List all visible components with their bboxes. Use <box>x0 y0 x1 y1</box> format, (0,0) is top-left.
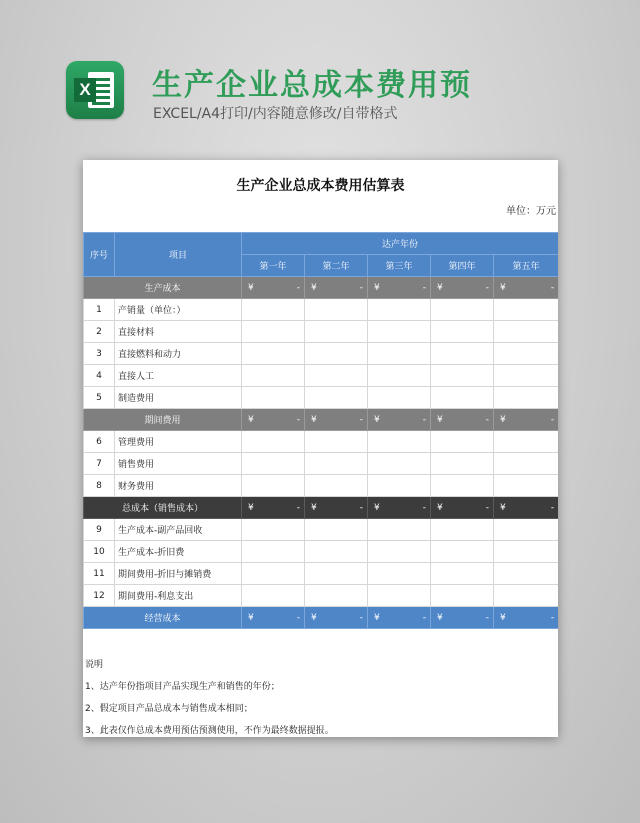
row-number: 10 <box>84 541 115 563</box>
row-label: 管理费用 <box>115 431 242 453</box>
value-cell[interactable] <box>305 431 368 453</box>
currency-symbol: ¥ <box>311 414 317 425</box>
header-year-2: 第二年 <box>305 255 368 277</box>
group-label: 总成本（销售成本） <box>84 497 242 519</box>
value-cell[interactable] <box>431 541 494 563</box>
note-item: 2、假定项目产品总成本与销售成本相同； <box>85 704 253 714</box>
currency-symbol: ¥ <box>500 502 506 513</box>
value-cell[interactable] <box>494 365 559 387</box>
value-cell[interactable] <box>368 365 431 387</box>
group-label: 经营成本 <box>84 607 242 629</box>
row-number: 6 <box>84 431 115 453</box>
value-cell[interactable] <box>494 585 559 607</box>
currency-symbol: ¥ <box>437 414 443 425</box>
currency-symbol: ¥ <box>248 282 254 293</box>
value-cell[interactable] <box>368 387 431 409</box>
value-cell[interactable] <box>368 299 431 321</box>
value-cell[interactable] <box>305 585 368 607</box>
row-label: 制造费用 <box>115 387 242 409</box>
subtotal-cell <box>431 409 494 431</box>
row-number: 3 <box>84 343 115 365</box>
table-row <box>84 475 559 497</box>
table-row <box>84 365 559 387</box>
empty-value-dash: - <box>550 282 555 293</box>
table-body <box>84 277 559 629</box>
row-label: 期间费用-折旧与摊销费 <box>115 563 242 585</box>
subtotal-cell <box>368 277 431 299</box>
value-cell[interactable] <box>494 431 559 453</box>
row-number: 4 <box>84 365 115 387</box>
value-cell[interactable] <box>431 321 494 343</box>
row-number: 2 <box>84 321 115 343</box>
currency-symbol: ¥ <box>437 612 443 623</box>
row-number: 12 <box>84 585 115 607</box>
subtotal-cell <box>242 607 305 629</box>
table-row <box>84 321 559 343</box>
row-label: 销售费用 <box>115 453 242 475</box>
empty-value-dash: - <box>550 612 555 623</box>
row-label: 直接材料 <box>115 321 242 343</box>
value-cell[interactable] <box>494 519 559 541</box>
row-label: 直接人工 <box>115 365 242 387</box>
table-row <box>84 431 559 453</box>
header-year-group: 达产年份 <box>242 233 559 255</box>
value-cell[interactable] <box>368 541 431 563</box>
cost-table <box>83 232 558 629</box>
table-group-row <box>84 497 559 519</box>
subtotal-cell <box>305 277 368 299</box>
value-cell[interactable] <box>368 563 431 585</box>
empty-value-dash: - <box>296 414 300 425</box>
empty-value-dash: - <box>296 502 300 513</box>
currency-symbol: ¥ <box>374 612 380 623</box>
subtotal-cell <box>305 607 368 629</box>
subtotal-cell <box>494 497 559 519</box>
currency-symbol: ¥ <box>374 502 380 513</box>
note-item: 3、此表仅作总成本费用预估预测使用，不作为最终数据提报。 <box>85 726 334 736</box>
value-cell[interactable] <box>494 343 559 365</box>
value-cell[interactable] <box>368 431 431 453</box>
currency-symbol: ¥ <box>437 502 443 513</box>
value-cell[interactable] <box>431 519 494 541</box>
currency-symbol: ¥ <box>500 414 506 425</box>
empty-value-dash: - <box>359 414 363 425</box>
subtotal-cell <box>494 277 559 299</box>
value-cell[interactable] <box>305 321 368 343</box>
value-cell[interactable] <box>494 563 559 585</box>
subtotal-cell <box>305 409 368 431</box>
notes-heading: 说明 <box>85 660 104 670</box>
value-cell[interactable] <box>242 343 305 365</box>
empty-value-dash: - <box>550 502 555 513</box>
value-cell[interactable] <box>494 475 559 497</box>
unit-label: 单位：万元 <box>506 206 556 217</box>
row-label: 生产成本-折旧费 <box>115 541 242 563</box>
header-year-3: 第三年 <box>368 255 431 277</box>
value-cell[interactable] <box>431 387 494 409</box>
table-row <box>84 563 559 585</box>
value-cell[interactable] <box>368 475 431 497</box>
empty-value-dash: - <box>422 502 426 513</box>
value-cell[interactable] <box>431 563 494 585</box>
currency-symbol: ¥ <box>374 414 380 425</box>
subtotal-cell <box>368 497 431 519</box>
header-no: 序号 <box>84 233 115 277</box>
value-cell[interactable] <box>305 541 368 563</box>
header-item: 项目 <box>115 233 242 277</box>
empty-value-dash: - <box>296 282 300 293</box>
subtotal-cell <box>431 277 494 299</box>
value-cell[interactable] <box>242 585 305 607</box>
value-cell[interactable] <box>305 563 368 585</box>
currency-symbol: ¥ <box>374 282 380 293</box>
currency-symbol: ¥ <box>248 502 254 513</box>
row-label: 产销量（单位：） <box>115 299 242 321</box>
value-cell[interactable] <box>305 519 368 541</box>
header-year-1: 第一年 <box>242 255 305 277</box>
value-cell[interactable] <box>431 475 494 497</box>
value-cell[interactable] <box>242 519 305 541</box>
empty-value-dash: - <box>359 502 363 513</box>
group-label: 期间费用 <box>84 409 242 431</box>
table-row <box>84 387 559 409</box>
empty-value-dash: - <box>550 414 555 425</box>
value-cell[interactable] <box>494 321 559 343</box>
value-cell[interactable] <box>242 431 305 453</box>
value-cell[interactable] <box>431 343 494 365</box>
table-group-row <box>84 409 559 431</box>
value-cell[interactable] <box>242 475 305 497</box>
page-title: 生产企业总成本费用预 <box>152 68 472 103</box>
value-cell[interactable] <box>305 475 368 497</box>
currency-symbol: ¥ <box>500 612 506 623</box>
value-cell[interactable] <box>242 453 305 475</box>
table-row <box>84 343 559 365</box>
row-label: 生产成本-副产品回收 <box>115 519 242 541</box>
table-group-row <box>84 607 559 629</box>
excel-x-badge: X <box>74 78 96 102</box>
currency-symbol: ¥ <box>437 282 443 293</box>
row-number: 5 <box>84 387 115 409</box>
value-cell[interactable] <box>242 563 305 585</box>
value-cell[interactable] <box>368 321 431 343</box>
empty-value-dash: - <box>359 282 363 293</box>
currency-symbol: ¥ <box>248 414 254 425</box>
subtotal-cell <box>431 607 494 629</box>
subtotal-cell <box>368 607 431 629</box>
table-row <box>84 453 559 475</box>
value-cell[interactable] <box>368 519 431 541</box>
value-cell[interactable] <box>431 299 494 321</box>
subtotal-cell <box>242 409 305 431</box>
row-label: 财务费用 <box>115 475 242 497</box>
row-number: 8 <box>84 475 115 497</box>
subtotal-cell <box>431 497 494 519</box>
document-sheet <box>83 160 558 737</box>
value-cell[interactable] <box>494 299 559 321</box>
empty-value-dash: - <box>422 612 426 623</box>
row-label: 期间费用-利息支出 <box>115 585 242 607</box>
subtotal-cell <box>242 497 305 519</box>
value-cell[interactable] <box>242 299 305 321</box>
subtotal-cell <box>242 277 305 299</box>
value-cell[interactable] <box>494 541 559 563</box>
empty-value-dash: - <box>485 502 489 513</box>
value-cell[interactable] <box>305 387 368 409</box>
excel-logo-icon <box>66 61 124 119</box>
empty-value-dash: - <box>485 612 489 623</box>
note-item: 1、达产年份指项目产品实现生产和销售的年份； <box>85 682 280 692</box>
value-cell[interactable] <box>242 387 305 409</box>
subtotal-cell <box>494 607 559 629</box>
table-row <box>84 299 559 321</box>
group-label: 生产成本 <box>84 277 242 299</box>
value-cell[interactable] <box>305 343 368 365</box>
currency-symbol: ¥ <box>311 502 317 513</box>
row-number: 7 <box>84 453 115 475</box>
row-label: 直接燃料和动力 <box>115 343 242 365</box>
header-year-5: 第五年 <box>494 255 559 277</box>
currency-symbol: ¥ <box>311 282 317 293</box>
table-group-row <box>84 277 559 299</box>
table-row <box>84 585 559 607</box>
header-year-4: 第四年 <box>431 255 494 277</box>
table-row <box>84 519 559 541</box>
value-cell[interactable] <box>242 541 305 563</box>
value-cell[interactable] <box>242 365 305 387</box>
value-cell[interactable] <box>305 453 368 475</box>
value-cell[interactable] <box>368 585 431 607</box>
empty-value-dash: - <box>485 282 489 293</box>
value-cell[interactable] <box>368 343 431 365</box>
value-cell[interactable] <box>305 365 368 387</box>
value-cell[interactable] <box>431 431 494 453</box>
empty-value-dash: - <box>359 612 363 623</box>
subtotal-cell <box>368 409 431 431</box>
currency-symbol: ¥ <box>248 612 254 623</box>
row-number: 9 <box>84 519 115 541</box>
row-number: 1 <box>84 299 115 321</box>
notes-section <box>85 654 334 737</box>
value-cell[interactable] <box>494 387 559 409</box>
page-subtitle: EXCEL/A4打印/内容随意修改/自带格式 <box>153 106 398 122</box>
value-cell[interactable] <box>305 299 368 321</box>
subtotal-cell <box>305 497 368 519</box>
value-cell[interactable] <box>431 453 494 475</box>
value-cell[interactable] <box>431 585 494 607</box>
table-row <box>84 541 559 563</box>
value-cell[interactable] <box>494 453 559 475</box>
empty-value-dash: - <box>422 282 426 293</box>
row-number: 11 <box>84 563 115 585</box>
value-cell[interactable] <box>368 453 431 475</box>
subtotal-cell <box>494 409 559 431</box>
value-cell[interactable] <box>431 365 494 387</box>
empty-value-dash: - <box>485 414 489 425</box>
value-cell[interactable] <box>242 321 305 343</box>
empty-value-dash: - <box>422 414 426 425</box>
currency-symbol: ¥ <box>500 282 506 293</box>
empty-value-dash: - <box>296 612 300 623</box>
currency-symbol: ¥ <box>311 612 317 623</box>
document-title: 生产企业总成本费用估算表 <box>236 178 405 194</box>
